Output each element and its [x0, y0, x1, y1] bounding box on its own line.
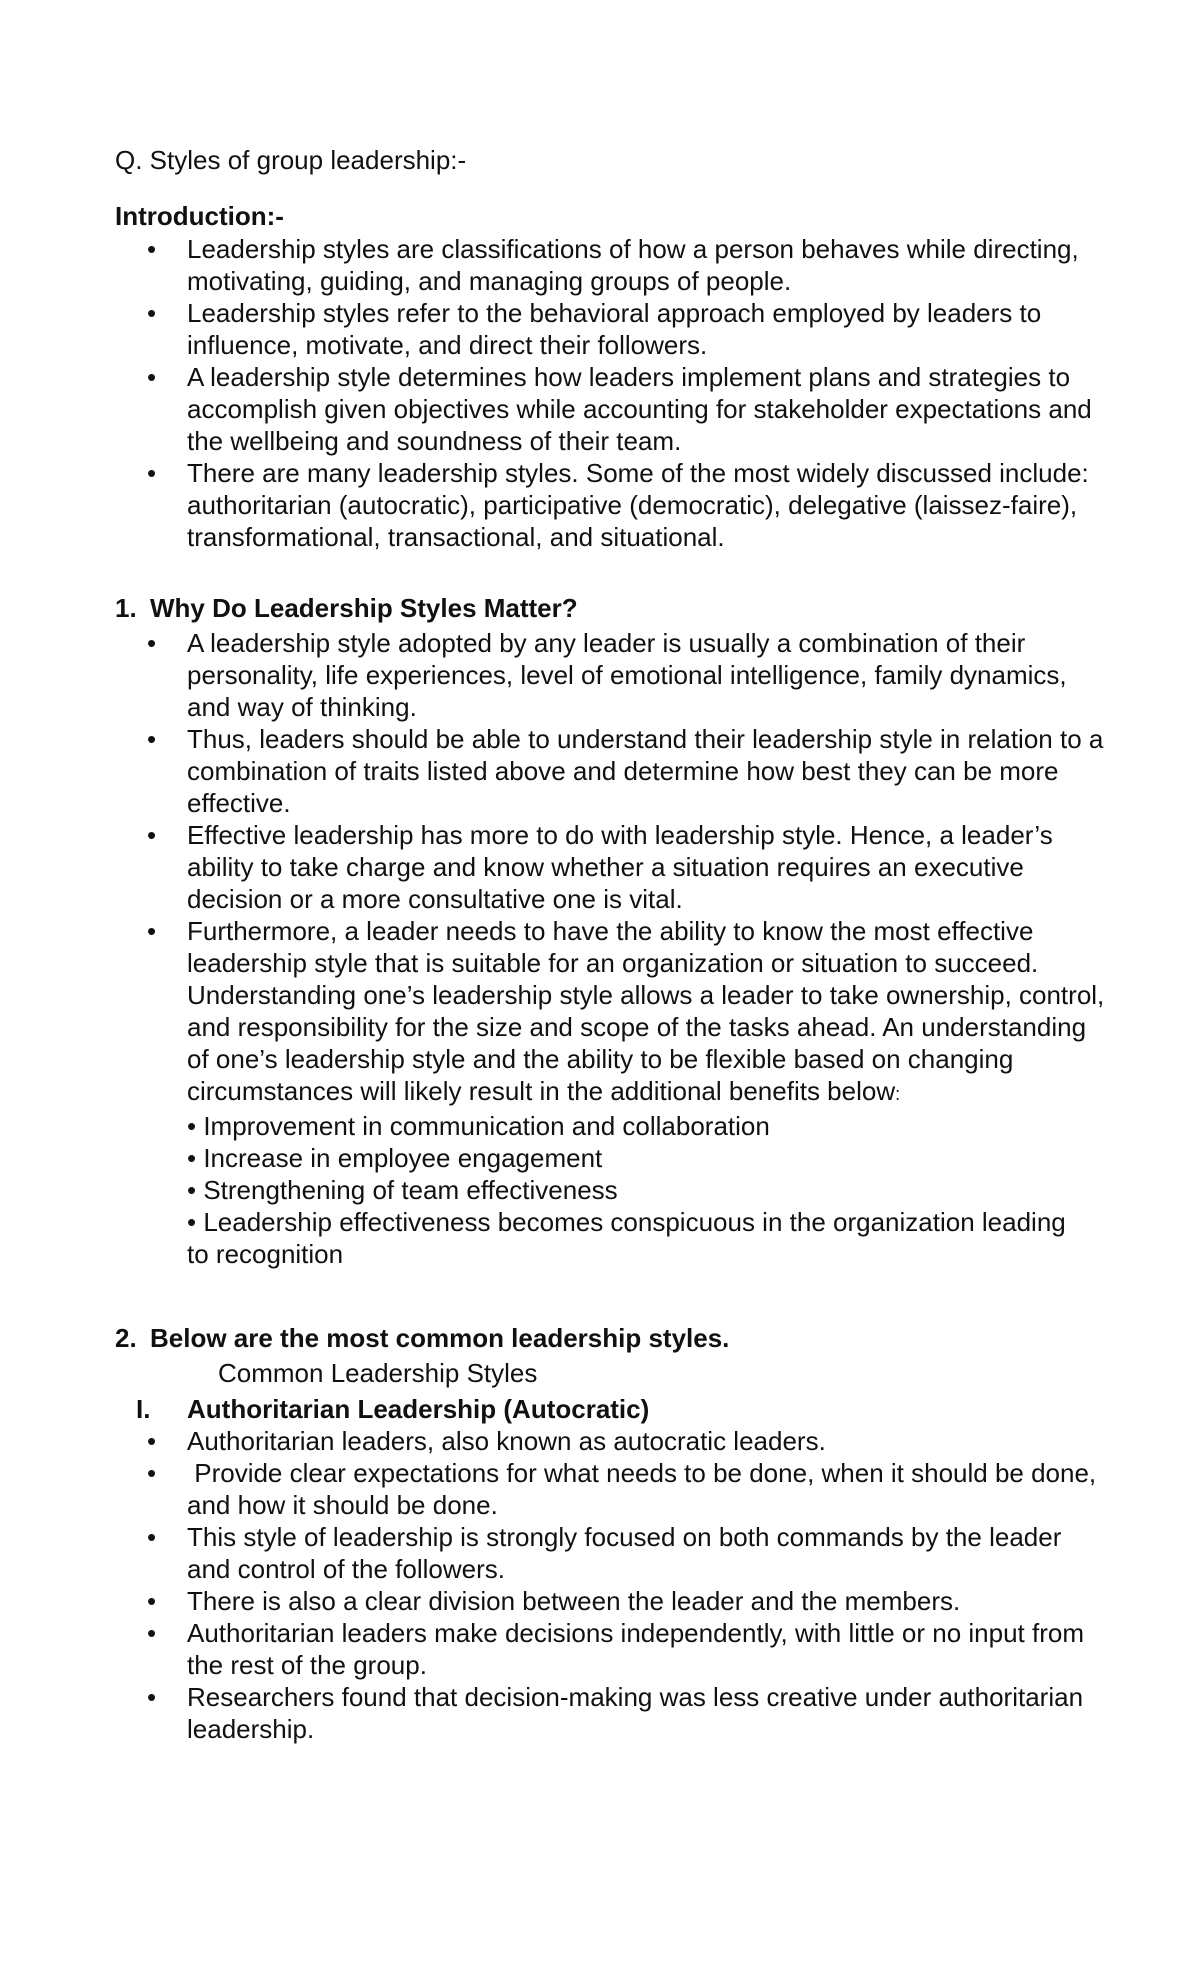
list-item — [0, 819, 1107, 915]
section2-number: 2. — [115, 1323, 137, 1353]
list-item — [0, 1425, 1107, 1457]
style1-bullet-text: This style of leadership is strongly focused on both commands by the leader and control of the followers. — [187, 1522, 1062, 1584]
bullet-icon: • — [147, 1682, 157, 1712]
intro-bullet-text: Leadership styles are classifications of how a person behaves while directing, motivating, guiding, and managing groups of people. — [187, 234, 1079, 296]
list-item — [0, 723, 1107, 819]
style1-bullet-text: Authoritarian leaders, also known as autocratic leaders. — [187, 1426, 826, 1456]
bullet-icon: • — [147, 1586, 157, 1616]
bullet-icon: • — [147, 1458, 157, 1488]
section1-heading — [115, 592, 578, 624]
bullet-icon: • — [147, 458, 157, 488]
list-item — [0, 1681, 1107, 1745]
list-item — [0, 1617, 1107, 1681]
intro-bullet-text: A leadership style determines how leaders implement plans and strategies to accomplish given objectives while accounting for stakeholder expectations and the wellbeing and soundness of their team. — [187, 362, 1092, 456]
style1-numeral: I. — [136, 1394, 151, 1424]
benefits-list — [187, 1110, 1107, 1270]
bullet-icon: • — [147, 1426, 157, 1456]
bullet-icon: • — [147, 298, 157, 328]
list-item — [0, 1457, 1107, 1521]
list-item — [0, 1585, 1107, 1617]
bullet-icon: • — [147, 628, 157, 658]
style1-bullet-text: Researchers found that decision-making was less creative under authoritarian leadership. — [187, 1682, 1084, 1744]
list-item — [0, 361, 1107, 457]
intro-heading: Introduction:- — [115, 201, 284, 231]
section2-heading-text: Below are the most common leadership styles. — [150, 1323, 730, 1353]
bullet-icon: • — [147, 916, 157, 946]
intro-bullet-text: There are many leadership styles. Some of the most widely discussed include: authoritarian (autocratic), participative (democratic), delegative (laissez-faire), transformational, transactional, and situational. — [187, 458, 1089, 552]
list-item — [0, 297, 1107, 361]
question-title: Q. Styles of group leadership:- — [115, 145, 467, 175]
style1-title: Authoritarian Leadership (Autocratic) — [187, 1394, 650, 1424]
list-item — [0, 233, 1107, 297]
bullet-icon: • — [147, 1618, 157, 1648]
bullet-icon: • — [147, 234, 157, 264]
section1-bullet-text: Furthermore, a leader needs to have the ability to know the most effective leadership style that is suitable for an organization or situation to succeed. Understanding one’s leadership style allows a leader to take ownership, control, and responsibility for the size and scope of the tasks ahead. An understanding of one’s leadership style and the ability to be flexible based on changing circumstances will likely result in the additional benefits below — [187, 916, 1105, 1106]
list-item — [0, 627, 1107, 723]
list-item — [0, 1521, 1107, 1585]
intro-bullet-text: Leadership styles refer to the behavioral approach employed by leaders to influence, motivate, and direct their followers. — [187, 298, 1042, 360]
section1-number: 1. — [115, 593, 137, 623]
colon-mark: : — [895, 1084, 901, 1104]
section1-heading-text: Why Do Leadership Styles Matter? — [150, 593, 578, 623]
bullet-icon: • — [147, 362, 157, 392]
section2-heading — [115, 1322, 729, 1354]
list-item — [0, 915, 1107, 1270]
list-item — [0, 457, 1107, 553]
benefit-item: • Leadership effectiveness becomes conspicuous in the organization leading to recognition — [187, 1207, 1066, 1269]
style1-bullet-text: Authoritarian leaders make decisions independently, with little or no input from the rest of the group. — [187, 1618, 1084, 1680]
section1-bullet-text: Effective leadership has more to do with leadership style. Hence, a leader’s ability to take charge and know whether a situation requires an executive decision or a more consultative one is vital. — [187, 820, 1053, 914]
intro-bullet-list — [0, 233, 1107, 553]
benefit-item: • Increase in employee engagement — [187, 1143, 603, 1173]
bullet-icon: • — [147, 1522, 157, 1552]
style1-bullet-text: There is also a clear division between the leader and the members. — [187, 1586, 961, 1616]
benefit-item: • Strengthening of team effectiveness — [187, 1175, 618, 1205]
bullet-icon: • — [147, 724, 157, 754]
section1-bullet-text: Thus, leaders should be able to understand their leadership style in relation to a combination of traits listed above and determine how best they can be more effective. — [187, 724, 1104, 818]
section1-bullet-text: A leadership style adopted by any leader is usually a combination of their personality, life experiences, level of emotional intelligence, family dynamics, and way of thinking. — [187, 628, 1067, 722]
section1-bullet-list — [0, 627, 1107, 1270]
bullet-icon: • — [147, 820, 157, 850]
section2-subtitle: Common Leadership Styles — [218, 1358, 538, 1388]
benefit-item: • Improvement in communication and collaboration — [187, 1111, 770, 1141]
style1-bullet-text: Provide clear expectations for what needs to be done, when it should be done, and how it should be done. — [187, 1458, 1104, 1520]
style1-bullet-list — [0, 1425, 1107, 1745]
